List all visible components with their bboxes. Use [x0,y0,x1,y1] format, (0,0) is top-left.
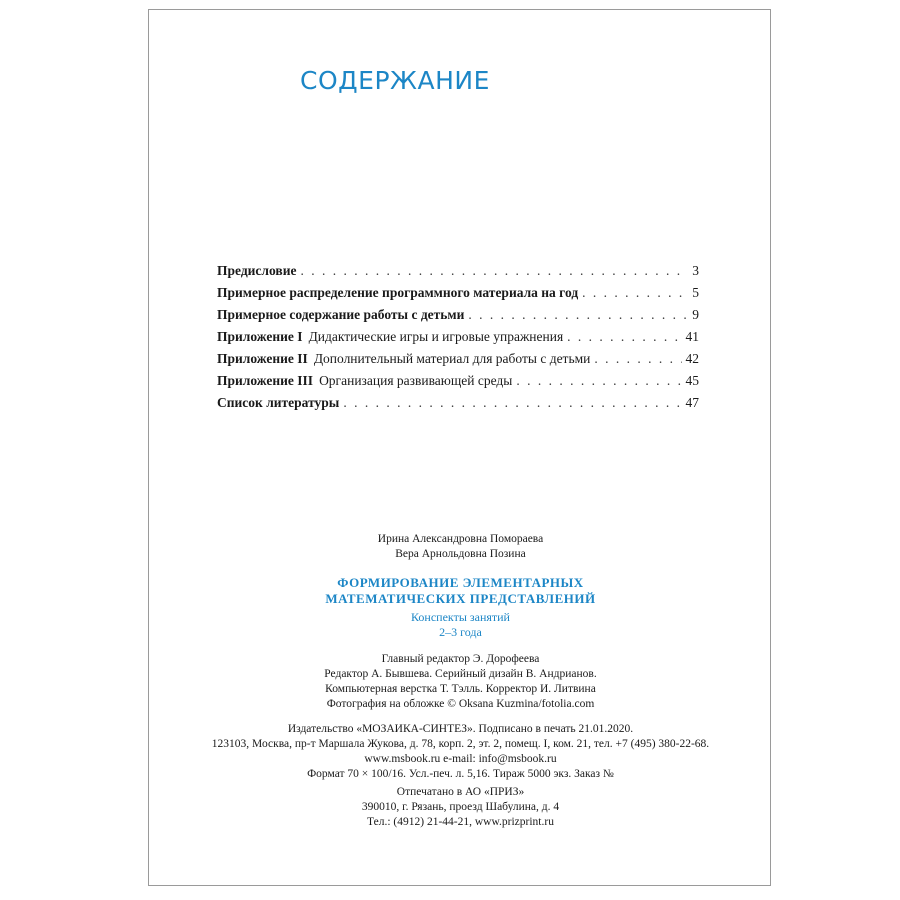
toc-row[interactable] [217,392,699,414]
toc-entry-title: Примерное содержание работы с детьми [217,307,465,322]
toc-page-number: 5 [692,285,699,300]
book-subtitle [149,610,772,640]
book-title [149,575,772,607]
toc-entry-title: Приложение III [217,373,314,388]
credit-line: Компьютерная верстка Т. Тэлль. Корректор И. Литвина [325,683,596,695]
toc-page-number: 45 [685,373,699,388]
credit-line: Главный редактор Э. Дорофеева [381,653,540,665]
toc-page-number: 9 [692,307,699,322]
toc-entry-subtitle: Дидактические игры и игровые упражнения [308,329,564,344]
editorial-credits [149,652,772,712]
toc-leader-dots [468,304,688,326]
book-title-line: ФОРМИРОВАНИЕ ЭЛЕМЕНТАРНЫХ [337,575,584,590]
toc-row[interactable] [217,260,699,282]
toc-row[interactable] [217,282,699,304]
toc-page-number: 41 [685,329,699,344]
toc-entry-title: Предисловие [217,263,297,278]
toc-entry-subtitle: Организация развивающей среды [319,373,513,388]
publisher-address: 123103, Москва, пр-т Маршала Жукова, д. 78, корп. 2, эт. 2, помещ. I, ком. 21, тел. +7 (495) 380-22-68. [211,738,710,750]
book-title-line: МАТЕМАТИЧЕСКИХ ПРЕДСТАВЛЕНИЙ [325,591,596,606]
printer-line: Отпечатано в АО «ПРИЗ» [396,786,525,798]
publisher-info [149,722,772,782]
toc-leader-dots [300,260,688,282]
publisher-line: Издательство «МОЗАИКА-СИНТЕЗ». Подписано в печать 21.01.2020. [287,723,634,735]
book-page [148,9,771,886]
author-name: Ирина Александровна Помораева [377,533,544,545]
author-name: Вера Арнольдовна Позина [395,548,526,560]
table-of-contents [217,260,699,414]
toc-entry-title: Приложение II [217,351,308,366]
print-format: Формат 70 × 100/16. Усл.-печ. л. 5,16. Тираж 5000 экз. Заказ № [307,768,614,780]
toc-page-number: 47 [685,395,699,410]
age-range: 2–3 года [439,625,482,639]
toc-row[interactable] [217,348,699,370]
toc-leader-dots [516,370,681,392]
printer-address: 390010, г. Рязань, проезд Шабулина, д. 4 [361,801,560,813]
toc-entry-title: Примерное распределение программного материала на год [217,285,579,300]
toc-leader-dots [567,326,681,348]
credit-line: Фотография на обложке © Oksana Kuzmina/fotolia.com [326,698,595,710]
toc-row[interactable] [217,304,699,326]
toc-leader-dots [582,282,688,304]
toc-entry-subtitle: Дополнительный материал для работы с детьми [313,351,591,366]
printer-info [149,785,772,830]
subtitle-line: Конспекты занятий [411,610,510,624]
credit-line: Редактор А. Бывшева. Серийный дизайн В. Андрианов. [324,668,597,680]
toc-row[interactable] [217,370,699,392]
toc-row[interactable] [217,326,699,348]
toc-page-number: 3 [692,263,699,278]
toc-page-number: 42 [685,351,699,366]
toc-entry-title: Приложение I [217,329,303,344]
printer-contacts: Тел.: (4912) 21-44-21, www.prizprint.ru [367,816,554,828]
authors [149,532,772,562]
toc-entry-title: Список литературы [217,395,340,410]
publisher-contacts: www.msbook.ru e-mail: info@msbook.ru [364,753,557,765]
toc-leader-dots [343,392,681,414]
page-title: СОДЕРЖАНИЕ [300,66,490,95]
toc-leader-dots [594,348,681,370]
